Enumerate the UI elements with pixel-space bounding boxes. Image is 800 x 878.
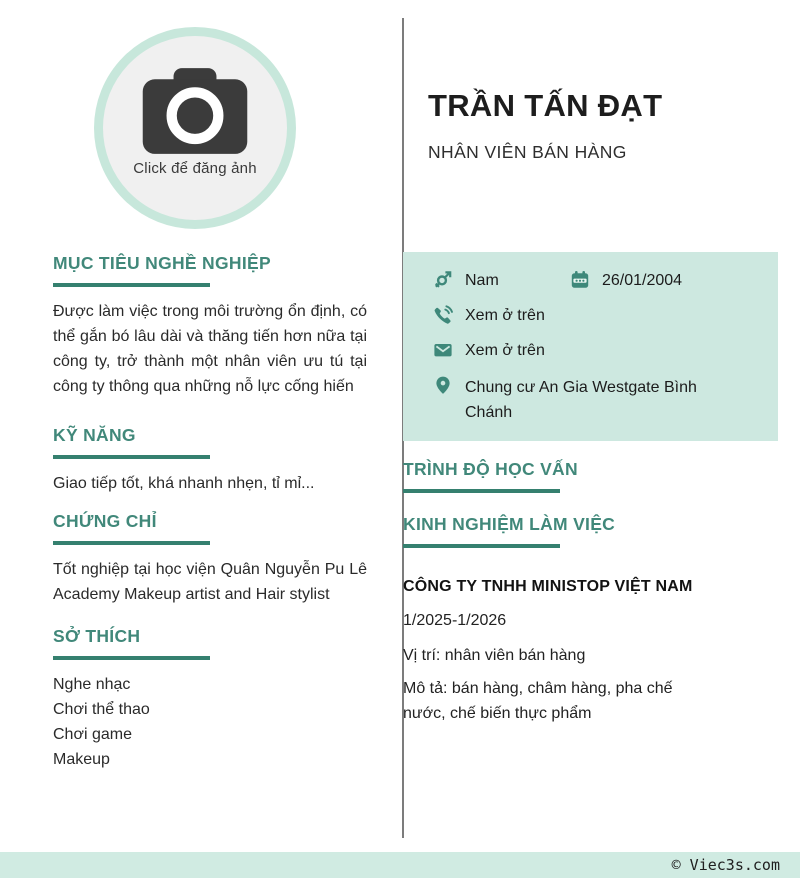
experience-company: CÔNG TY TNHH MINISTOP VIỆT NAM bbox=[403, 578, 693, 595]
section-heading: TRÌNH ĐỘ HỌC VẤN bbox=[403, 459, 578, 479]
birthday-group bbox=[570, 270, 682, 291]
section-underline bbox=[53, 541, 210, 545]
hobby-item: Chơi thể thao bbox=[53, 701, 150, 718]
footer-bar bbox=[0, 852, 800, 878]
photo-upload-circle[interactable] bbox=[94, 27, 296, 229]
phone-icon bbox=[433, 305, 453, 325]
section-underline bbox=[403, 544, 560, 548]
info-row-gender-birthday bbox=[433, 270, 762, 291]
info-row-email bbox=[433, 340, 762, 361]
footer-copyright: © Viec3s.com bbox=[671, 856, 780, 874]
job-title: NHÂN VIÊN BÁN HÀNG bbox=[428, 142, 627, 162]
experience-position: Vị trí: nhân viên bán hàng bbox=[403, 647, 586, 664]
section-certificates bbox=[53, 511, 367, 607]
experience-description: Mô tả: bán hàng, châm hàng, pha chế nước, chế biến thực phẩm bbox=[403, 680, 673, 722]
info-row-address bbox=[433, 375, 762, 425]
section-hobbies bbox=[53, 626, 367, 772]
birthday-value: 26/01/2004 bbox=[602, 272, 683, 289]
hobby-item: Makeup bbox=[53, 751, 110, 768]
section-heading: SỞ THÍCH bbox=[53, 626, 141, 646]
section-underline bbox=[403, 489, 560, 493]
left-column bbox=[53, 253, 367, 772]
section-heading: KINH NGHIỆM LÀM VIỆC bbox=[403, 514, 616, 534]
section-underline bbox=[53, 283, 210, 287]
experience-period: 1/2025-1/2026 bbox=[403, 612, 507, 629]
gender-value: Nam bbox=[465, 272, 499, 289]
right-column bbox=[403, 252, 778, 726]
info-row-phone bbox=[433, 305, 762, 326]
gender-group bbox=[433, 270, 570, 291]
mail-icon bbox=[433, 340, 453, 360]
photo-upload-label: Click để đăng ảnh bbox=[133, 160, 257, 177]
section-underline bbox=[53, 656, 210, 660]
section-education bbox=[403, 459, 778, 493]
contact-info-box bbox=[403, 252, 778, 441]
section-text: Giao tiếp tốt, khá nhanh nhẹn, tỉ mỉ... bbox=[53, 475, 315, 492]
section-heading: MỤC TIÊU NGHỀ NGHIỆP bbox=[53, 253, 271, 273]
location-pin-icon bbox=[433, 375, 453, 395]
calendar-icon bbox=[570, 270, 590, 290]
section-heading: KỸ NĂNG bbox=[53, 425, 136, 445]
hobby-item: Nghe nhạc bbox=[53, 676, 131, 693]
section-underline bbox=[53, 455, 210, 459]
section-text: Được làm việc trong môi trường ổn định, có thể gắn bó lâu dài và thăng tiến hơn nữa tại công ty, trở thành một nhân viên ưu tú tại công ty thông qua những nỗ lực cống hiến bbox=[53, 303, 367, 395]
hobby-item: Chơi game bbox=[53, 726, 132, 743]
gender-icon bbox=[433, 270, 453, 290]
section-objective bbox=[53, 253, 367, 399]
email-value: Xem ở trên bbox=[465, 342, 545, 359]
section-heading: CHỨNG CHỈ bbox=[53, 511, 157, 531]
address-value: Chung cư An Gia Westgate Bình Chánh bbox=[465, 379, 697, 421]
candidate-name: TRẦN TẤN ĐẠT bbox=[428, 88, 663, 123]
section-text: Tốt nghiệp tại học viện Quân Nguyễn Pu Lê Academy Makeup artist and Hair stylist bbox=[53, 561, 367, 603]
section-experience bbox=[403, 514, 778, 548]
camera-icon bbox=[139, 66, 251, 156]
phone-value: Xem ở trên bbox=[465, 307, 545, 324]
section-skills bbox=[53, 425, 367, 496]
